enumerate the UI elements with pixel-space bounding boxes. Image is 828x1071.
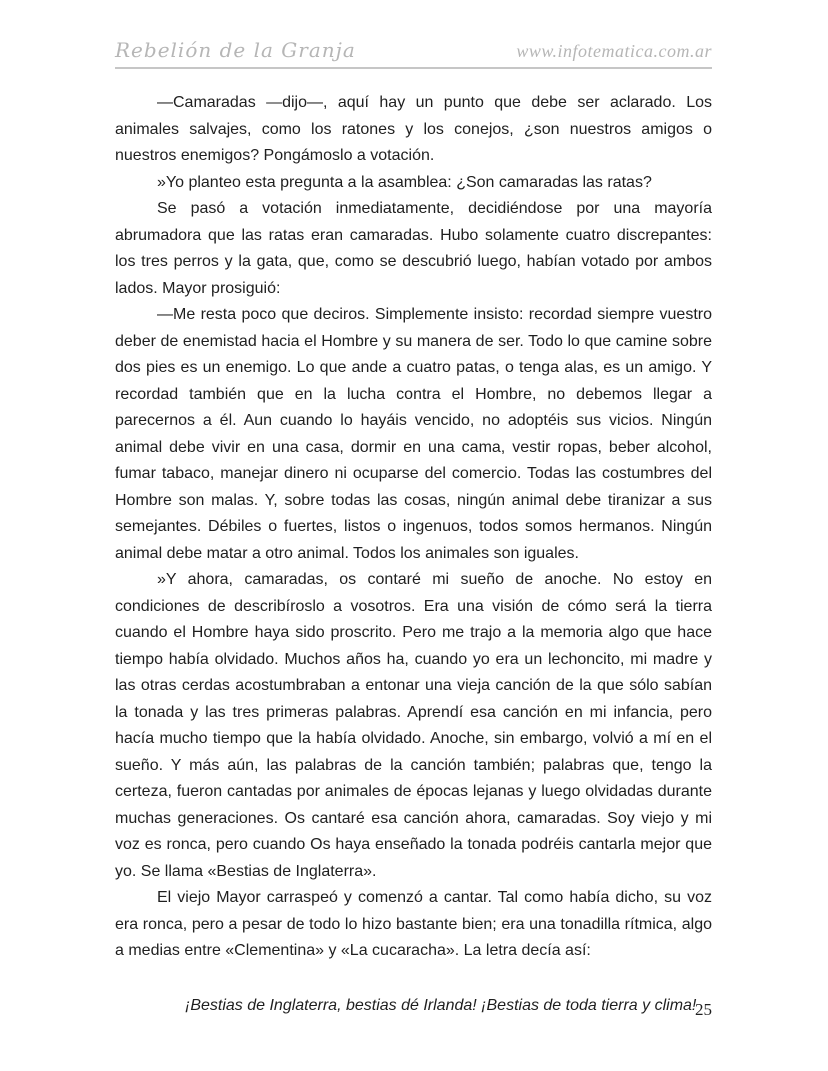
- paragraph-pregunta-asamblea: »Yo planteo esta pregunta a la asamblea: ¿Son camaradas las ratas?: [157, 173, 652, 191]
- paragraph-sueno-anoche: »Y ahora, camaradas, os contaré mi sueño de anoche. No estoy en condiciones de describíroslo a vosotros. Era una visión de cómo será la tierra cuando el Hombre haya sido proscrito. Pero me trajo a la memoria algo que hace tiempo había olvidado. Muchos años ha, cuando yo era un lechoncito, mi madre y las otras cerdas acostumbraban a entonar una vieja canción de la que sólo sabían la tonada y las tres primeras palabras. Aprendí esa canción en mi infancia, pero hacía mucho tiempo que la había olvidado. Anoche, sin embargo, volvió a mí en el sueño. Y más aún, las palabras de la canción también; palabras que, tengo la certeza, fueron cantadas por animales de épocas lejanas y luego olvidadas durante muchas generaciones. Os cantaré esa canción ahora, camaradas. Soy viejo y mi voz es ronca, pero cuando Os haya enseñado la tonada podréis cantarla mejor que yo. Se llama «Bestias de Inglaterra».: [115, 571, 712, 880]
- paragraph-votacion: Se pasó a votación inmediatamente, decidiéndose por una mayoría abrumadora que las ratas eran camaradas. Hubo solamente cuatro discrepantes: los tres perros y la gata, que, como se descubrió luego, habían votado por ambos lados. Mayor prosiguió:: [115, 200, 712, 297]
- paragraph-dialog-camaradas: —Camaradas —dijo—, aquí hay un punto que debe ser aclarado. Los animales salvajes, como los ratones y los conejos, ¿son nuestros amigos o nuestros enemigos? Pongámoslo a votación.: [115, 94, 712, 164]
- book-title: Rebelión de la Granja: [115, 38, 356, 62]
- verse-line: ¡Bestias de Inglaterra, bestias dé Irlanda! ¡Bestias de toda tierra y clima!: [185, 996, 697, 1014]
- page-header: [115, 38, 712, 69]
- page-body: [115, 90, 712, 1019]
- paragraph-me-resta-poco: —Me resta poco que deciros. Simplemente insisto: recordad siempre vuestro deber de enemistad hacia el Hombre y su manera de ser. Todo lo que camine sobre dos pies es un enemigo. Lo que ande a cuatro patas, o tenga alas, es un amigo. Y recordad también que en la lucha contra el Hombre, no debemos llegar a parecernos a él. Aun cuando lo hayáis vencido, no adoptéis sus vicios. Ningún animal debe vivir en una casa, dormir en una cama, vestir ropas, beber alcohol, fumar tabaco, manejar dinero ni ocuparse del comercio. Todas las costumbres del Hombre son malas. Y, sobre todas las cosas, ningún animal debe tiranizar a sus semejantes. Débiles o fuertes, listos o ingenuos, todos somos hermanos. Ningún animal debe matar a otro animal. Todos los animales son iguales.: [115, 306, 712, 562]
- website-url: www.infotematica.com.ar: [516, 41, 712, 61]
- paragraph-viejo-mayor-canta: El viejo Mayor carraspeó y comenzó a cantar. Tal como había dicho, su voz era ronca, pero a pesar de todo lo hizo bastante bien; era una tonadilla rítmica, algo a medias entre «Clementina» y «La cucaracha». La letra decía así:: [115, 889, 712, 959]
- page-number: 25: [695, 1000, 712, 1019]
